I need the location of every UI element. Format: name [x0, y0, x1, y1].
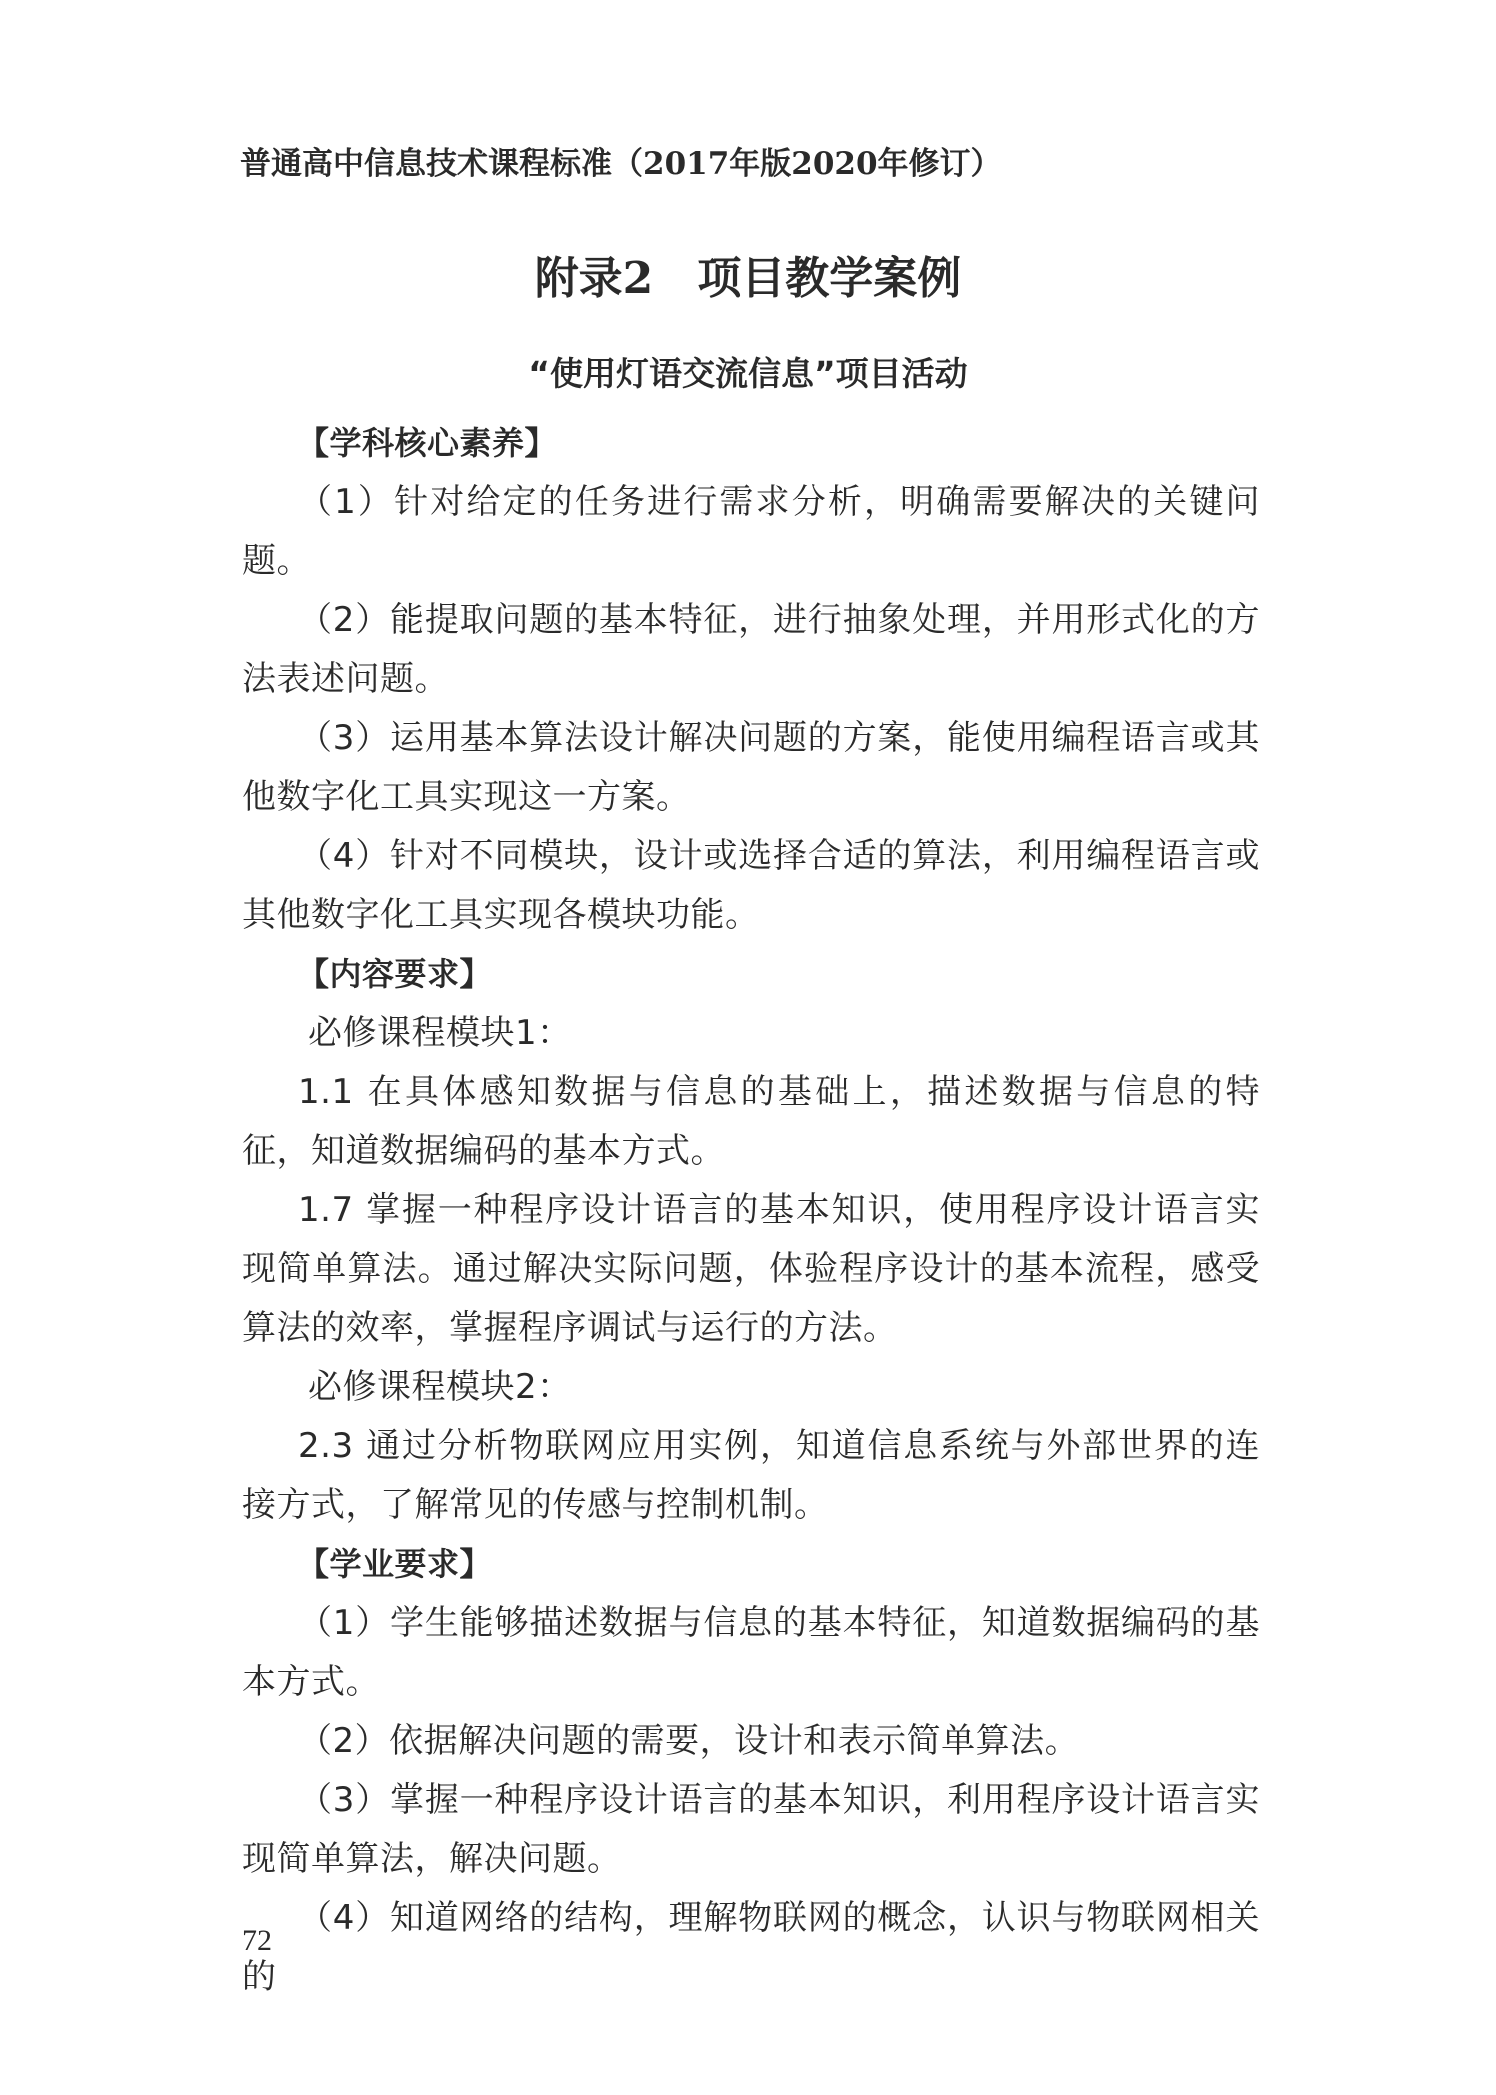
academic-requirement-item: （4）知道网络的结构，理解物联网的概念，认识与物联网相关的: [242, 1898, 1260, 1997]
core-literacy-item: （2）能提取问题的基本特征，进行抽象处理，并用形式化的方法表述问题。: [242, 600, 1260, 699]
academic-requirement-item: （2）依据解决问题的需要，设计和表示简单算法。: [298, 1721, 1080, 1761]
requirement-item-1-1: 1.1 在具体感知数据与信息的基础上，描述数据与信息的特征，知道数据编码的基本方式。: [242, 1072, 1260, 1171]
page-number: 72: [242, 1924, 272, 1957]
academic-requirement-item: （3）掌握一种程序设计语言的基本知识，利用程序设计语言实现简单算法，解决问题。: [242, 1780, 1260, 1879]
requirement-item-2-3: 2.3 通过分析物联网应用实例，知道信息系统与外部世界的连接方式，了解常见的传感与控制机制。: [242, 1426, 1260, 1525]
requirement-item-1-7: 1.7 掌握一种程序设计语言的基本知识，使用程序设计语言实现简单算法。通过解决实际问题，体验程序设计的基本流程，感受算法的效率，掌握程序调试与运行的方法。: [242, 1190, 1260, 1348]
appendix-heading: 项目教学案例: [697, 253, 962, 304]
core-literacy-item: （4）针对不同模块，设计或选择合适的算法，利用编程语言或其他数字化工具实现各模块功能。: [242, 836, 1260, 935]
section-heading-core-literacy: 【学科核心素养】: [297, 424, 558, 462]
document-body: [242, 414, 1260, 2007]
module-1-label: 必修课程模块1：: [308, 1013, 572, 1053]
appendix-title: [0, 242, 1496, 306]
section-heading-content-requirements: 【内容要求】: [297, 955, 493, 993]
module-2-label: 必修课程模块2：: [308, 1367, 572, 1407]
academic-requirement-item: （1）学生能够描述数据与信息的基本特征，知道数据编码的基本方式。: [242, 1603, 1260, 1702]
running-header: 普通高中信息技术课程标准（2017年版2020年修订）: [240, 146, 1002, 182]
core-literacy-item: （3）运用基本算法设计解决问题的方案，能使用编程语言或其他数字化工具实现这一方案。: [242, 718, 1260, 817]
appendix-label: 附录2: [534, 253, 654, 304]
core-literacy-item: （1）针对给定的任务进行需求分析，明确需要解决的关键问题。: [242, 482, 1260, 581]
activity-title: “使用灯语交流信息”项目活动: [528, 354, 968, 393]
section-heading-academic-requirements: 【学业要求】: [297, 1545, 493, 1583]
